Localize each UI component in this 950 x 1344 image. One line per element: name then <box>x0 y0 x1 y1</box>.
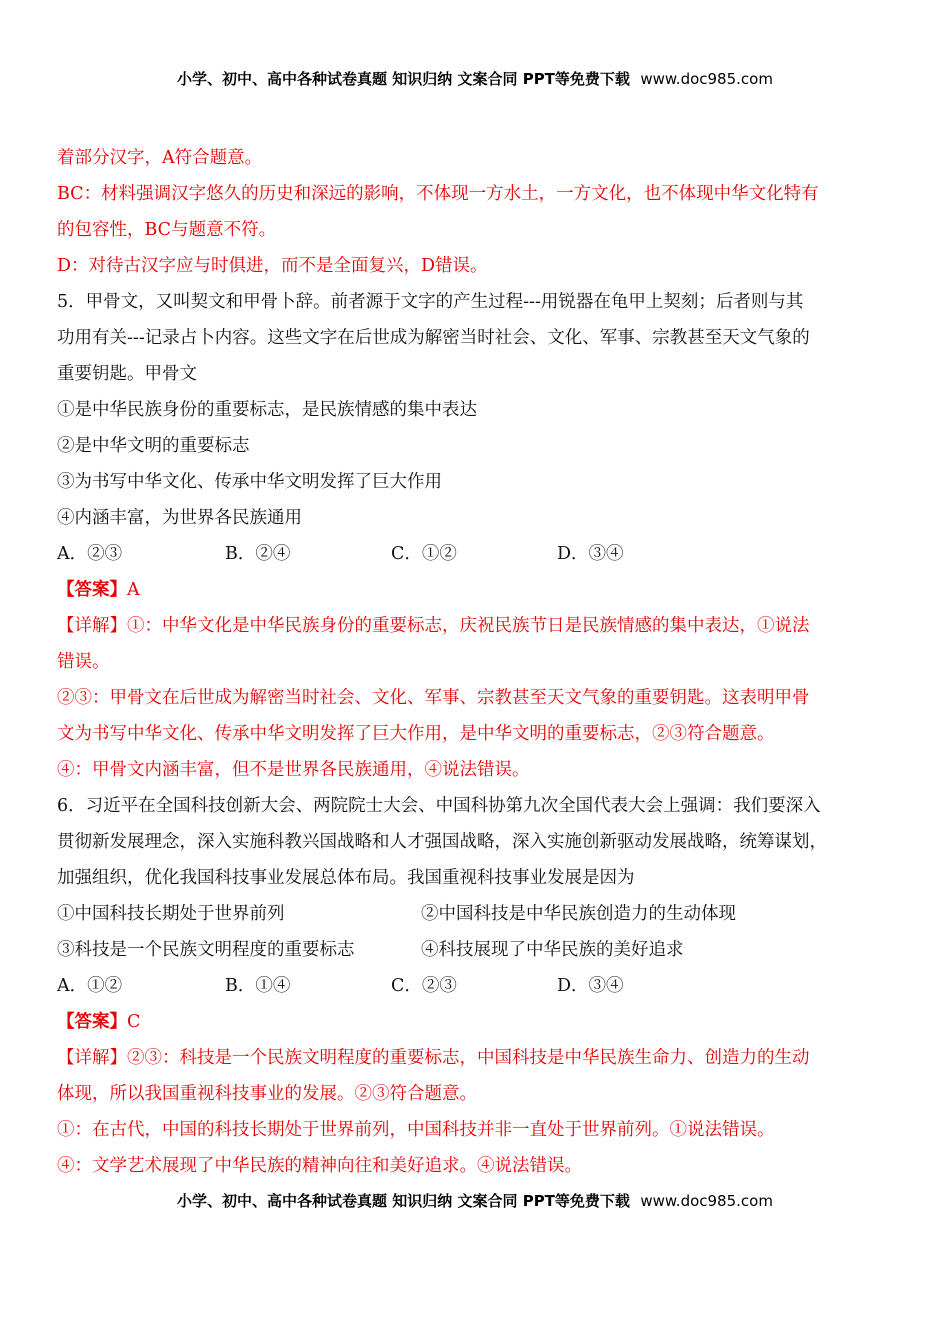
prev-explanation-line: 着部分汉字，A符合题意。 <box>57 148 263 168</box>
q5-stem: 功用有关---记录占卜内容。这些文字在后世成为解密当时社会、文化、军事、宗教甚至天文气象的 <box>57 328 810 348</box>
q6-detail-label: 【详解】 <box>57 1048 127 1068</box>
q6-statements-row <box>57 932 893 968</box>
q5-option-d: D．③④ <box>557 544 624 564</box>
q5-statement-3: ③为书写中华文化、传承中华文明发挥了巨大作用 <box>57 472 442 492</box>
header-banner <box>0 68 950 89</box>
q6-stem: 加强组织，优化我国科技事业发展总体布局。我国重视科技事业发展是因为 <box>57 868 635 888</box>
q6-statement-3: ③科技是一个民族文明程度的重要标志 <box>57 940 355 960</box>
q5-detail-line: ④：甲骨文内涵丰富，但不是世界各民族通用，④说法错误。 <box>57 760 530 780</box>
q5-detail-line: 文为书写中华文化、传承中华文明发挥了巨大作用，是中华文明的重要标志，②③符合题意。 <box>57 724 775 744</box>
q5-stem: 5．甲骨文，又叫契文和甲骨卜辞。前者源于文字的产生过程---用锐器在龟甲上契刻；后者则与其 <box>57 292 804 312</box>
footer-banner-text: 小学、初中、高中各种试卷真题 知识归纳 文案合同 PPT等免费下载 <box>177 1192 630 1210</box>
q6-statement-1: ①中国科技长期处于世界前列 <box>57 904 285 924</box>
header-banner-text: 小学、初中、高中各种试卷真题 知识归纳 文案合同 PPT等免费下载 <box>177 70 630 88</box>
q6-detail-line: 体现，所以我国重视科技事业的发展。②③符合题意。 <box>57 1084 477 1104</box>
q5-answer-label: 【答案】 <box>57 580 127 600</box>
q5-statement-2: ②是中华文明的重要标志 <box>57 436 250 456</box>
q6-statement-2: ②中国科技是中华民族创造力的生动体现 <box>421 904 736 924</box>
q5-option-b: B．②④ <box>225 544 291 564</box>
q6-option-b: B．①④ <box>225 976 291 996</box>
q5-statement-4: ④内涵丰富，为世界各民族通用 <box>57 508 302 528</box>
q5-detail-text: ①：中华文化是中华民族身份的重要标志，庆祝民族节日是民族情感的集中表达，①说法 <box>127 616 810 636</box>
q6-detail-line: ④：文学艺术展现了中华民族的精神向往和美好追求。④说法错误。 <box>57 1156 582 1176</box>
q6-answer-value: C <box>127 1012 141 1032</box>
q5-answer <box>57 572 893 608</box>
q5-option-a: A．②③ <box>57 544 123 564</box>
q6-option-c: C．②③ <box>391 976 457 996</box>
footer-banner-url[interactable]: www.doc985.com <box>640 1192 773 1210</box>
q5-statement-1: ①是中华民族身份的重要标志，是民族情感的集中表达 <box>57 400 477 420</box>
prev-explanation-line: 的包容性，BC与题意不符。 <box>57 220 277 240</box>
prev-explanation-line: D：对待古汉字应与时俱进，而不是全面复兴，D错误。 <box>57 256 488 276</box>
q5-detail-label: 【详解】 <box>57 616 127 636</box>
q6-detail-line: ①：在古代，中国的科技长期处于世界前列，中国科技并非一直处于世界前列。①说法错误。 <box>57 1120 775 1140</box>
footer-banner <box>0 1190 950 1211</box>
q6-answer <box>57 1004 893 1040</box>
q5-answer-value: A <box>127 580 140 600</box>
q6-options <box>57 968 893 1004</box>
q6-statement-4: ④科技展现了中华民族的美好追求 <box>421 940 684 960</box>
q5-detail-line: ②③：甲骨文在后世成为解密当时社会、文化、军事、宗教甚至天文气象的重要钥匙。这表明甲骨 <box>57 688 810 708</box>
q6-option-d: D．③④ <box>557 976 624 996</box>
q6-statements-row <box>57 896 893 932</box>
q6-answer-label: 【答案】 <box>57 1012 127 1032</box>
q5-option-c: C．①② <box>391 544 457 564</box>
q5-detail-line: 错误。 <box>57 652 110 672</box>
q5-detail <box>57 608 893 644</box>
q6-detail <box>57 1040 893 1076</box>
q6-stem: 贯彻新发展理念，深入实施科教兴国战略和人才强国战略，深入实施创新驱动发展战略，统筹谋划， <box>57 832 827 852</box>
q6-stem: 6．习近平在全国科技创新大会、两院院士大会、中国科协第九次全国代表大会上强调：我们要深入 <box>57 796 821 816</box>
q6-option-a: A．①② <box>57 976 123 996</box>
q6-detail-text: ②③：科技是一个民族文明程度的重要标志，中国科技是中华民族生命力、创造力的生动 <box>127 1048 810 1068</box>
header-banner-url[interactable]: www.doc985.com <box>640 70 773 88</box>
q5-options <box>57 536 893 572</box>
prev-explanation-line: BC：材料强调汉字悠久的历史和深远的影响，不体现一方水土，一方文化，也不体现中华文化特有 <box>57 184 819 204</box>
q5-stem: 重要钥匙。甲骨文 <box>57 364 197 384</box>
page-content <box>57 140 893 1184</box>
